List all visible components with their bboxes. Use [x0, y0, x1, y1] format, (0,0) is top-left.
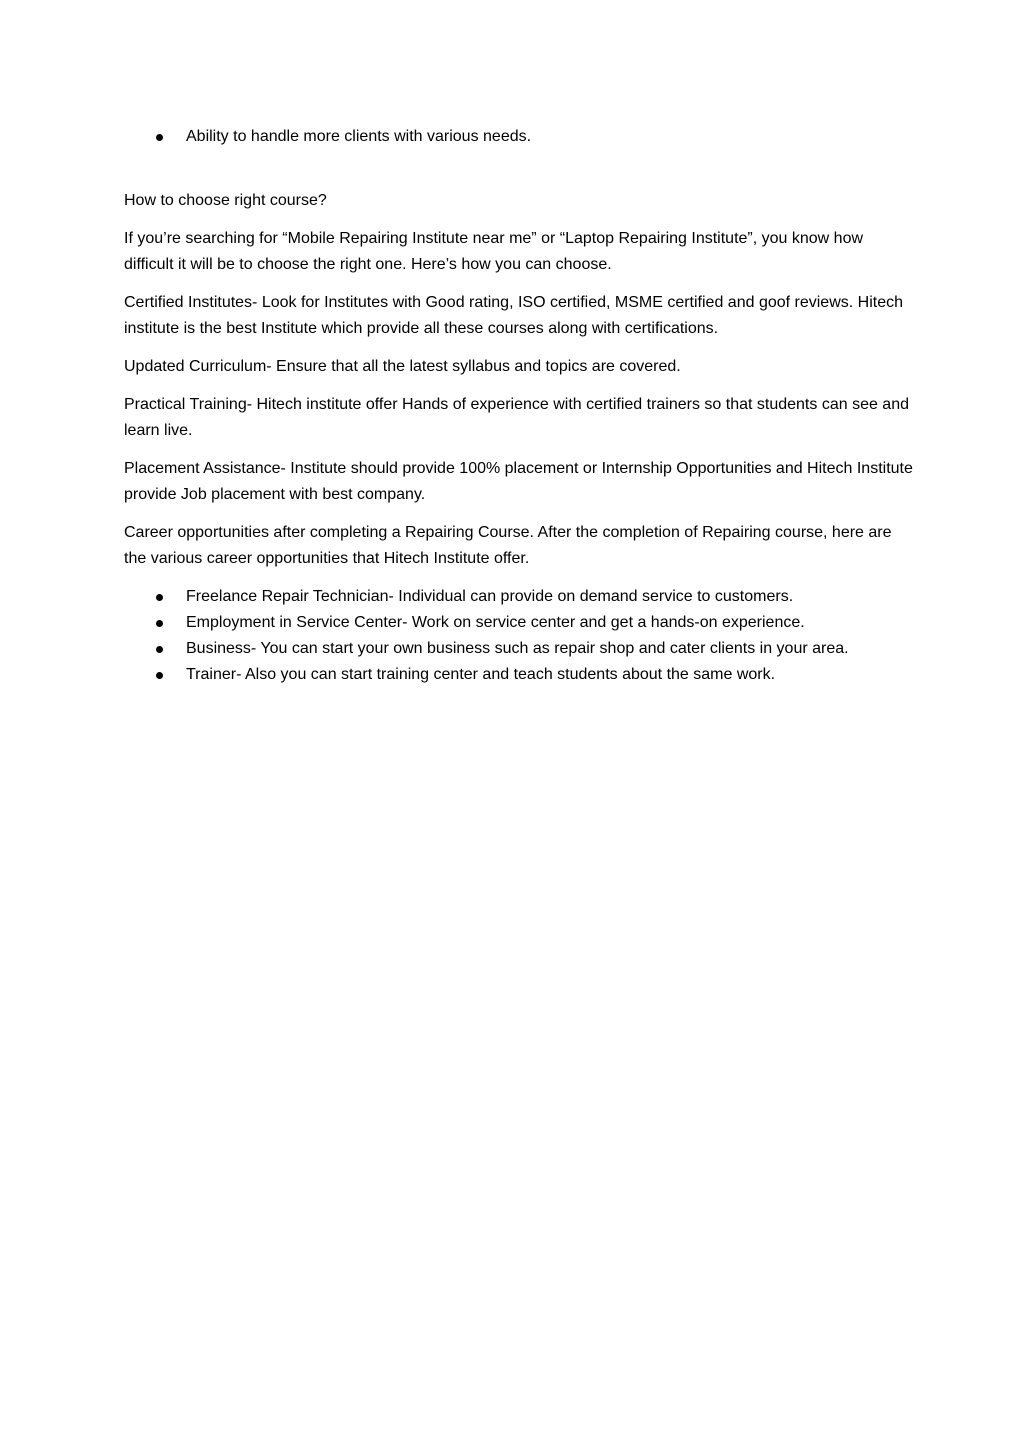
list-item — [124, 636, 914, 662]
paragraph: Certified Institutes- Look for Institutes with Good rating, ISO certified, MSME certified and goof reviews. Hitech institute is the best Institute which provide all these courses along with certifications. — [124, 294, 903, 337]
paragraph: Updated Curriculum- Ensure that all the latest syllabus and topics are covered. — [124, 358, 681, 375]
list-item — [124, 124, 914, 150]
bullet-text: Employment in Service Center- Work on service center and get a hands-on experience. — [186, 614, 805, 631]
paragraph: If you’re searching for “Mobile Repairing Institute near me” or “Laptop Repairing Institute”, you know how difficult it will be to choose the right one. Here’s how you can choose. — [124, 230, 864, 273]
bullet-icon — [156, 672, 163, 679]
bullet-icon — [156, 134, 163, 141]
bullet-text: Business- You can start your own business such as repair shop and cater clients in your area. — [186, 640, 849, 657]
paragraph: Career opportunities after completing a Repairing Course. After the completion of Repairing course, here are the various career opportunities that Hitech Institute offer. — [124, 524, 892, 567]
career-bullet-list — [124, 584, 914, 688]
list-item — [124, 584, 914, 610]
bullet-icon — [156, 646, 163, 653]
paragraph: Practical Training- Hitech institute offer Hands of experience with certified trainers so that students can see and learn live. — [124, 396, 909, 439]
bullet-icon — [156, 594, 163, 601]
bullet-text: Trainer- Also you can start training center and teach students about the same work. — [186, 666, 776, 683]
bullet-icon — [156, 620, 163, 627]
bullet-text: Freelance Repair Technician- Individual can provide on demand service to customers. — [186, 588, 794, 605]
list-item — [124, 610, 914, 636]
section-heading: How to choose right course? — [124, 192, 327, 209]
list-item — [124, 662, 914, 688]
top-bullet-list — [124, 124, 914, 150]
paragraph: Placement Assistance- Institute should provide 100% placement or Internship Opportunities and Hitech Institute provide Job placement with best company. — [124, 460, 913, 503]
document-body — [124, 124, 914, 688]
bullet-text: Ability to handle more clients with various needs. — [186, 128, 532, 145]
